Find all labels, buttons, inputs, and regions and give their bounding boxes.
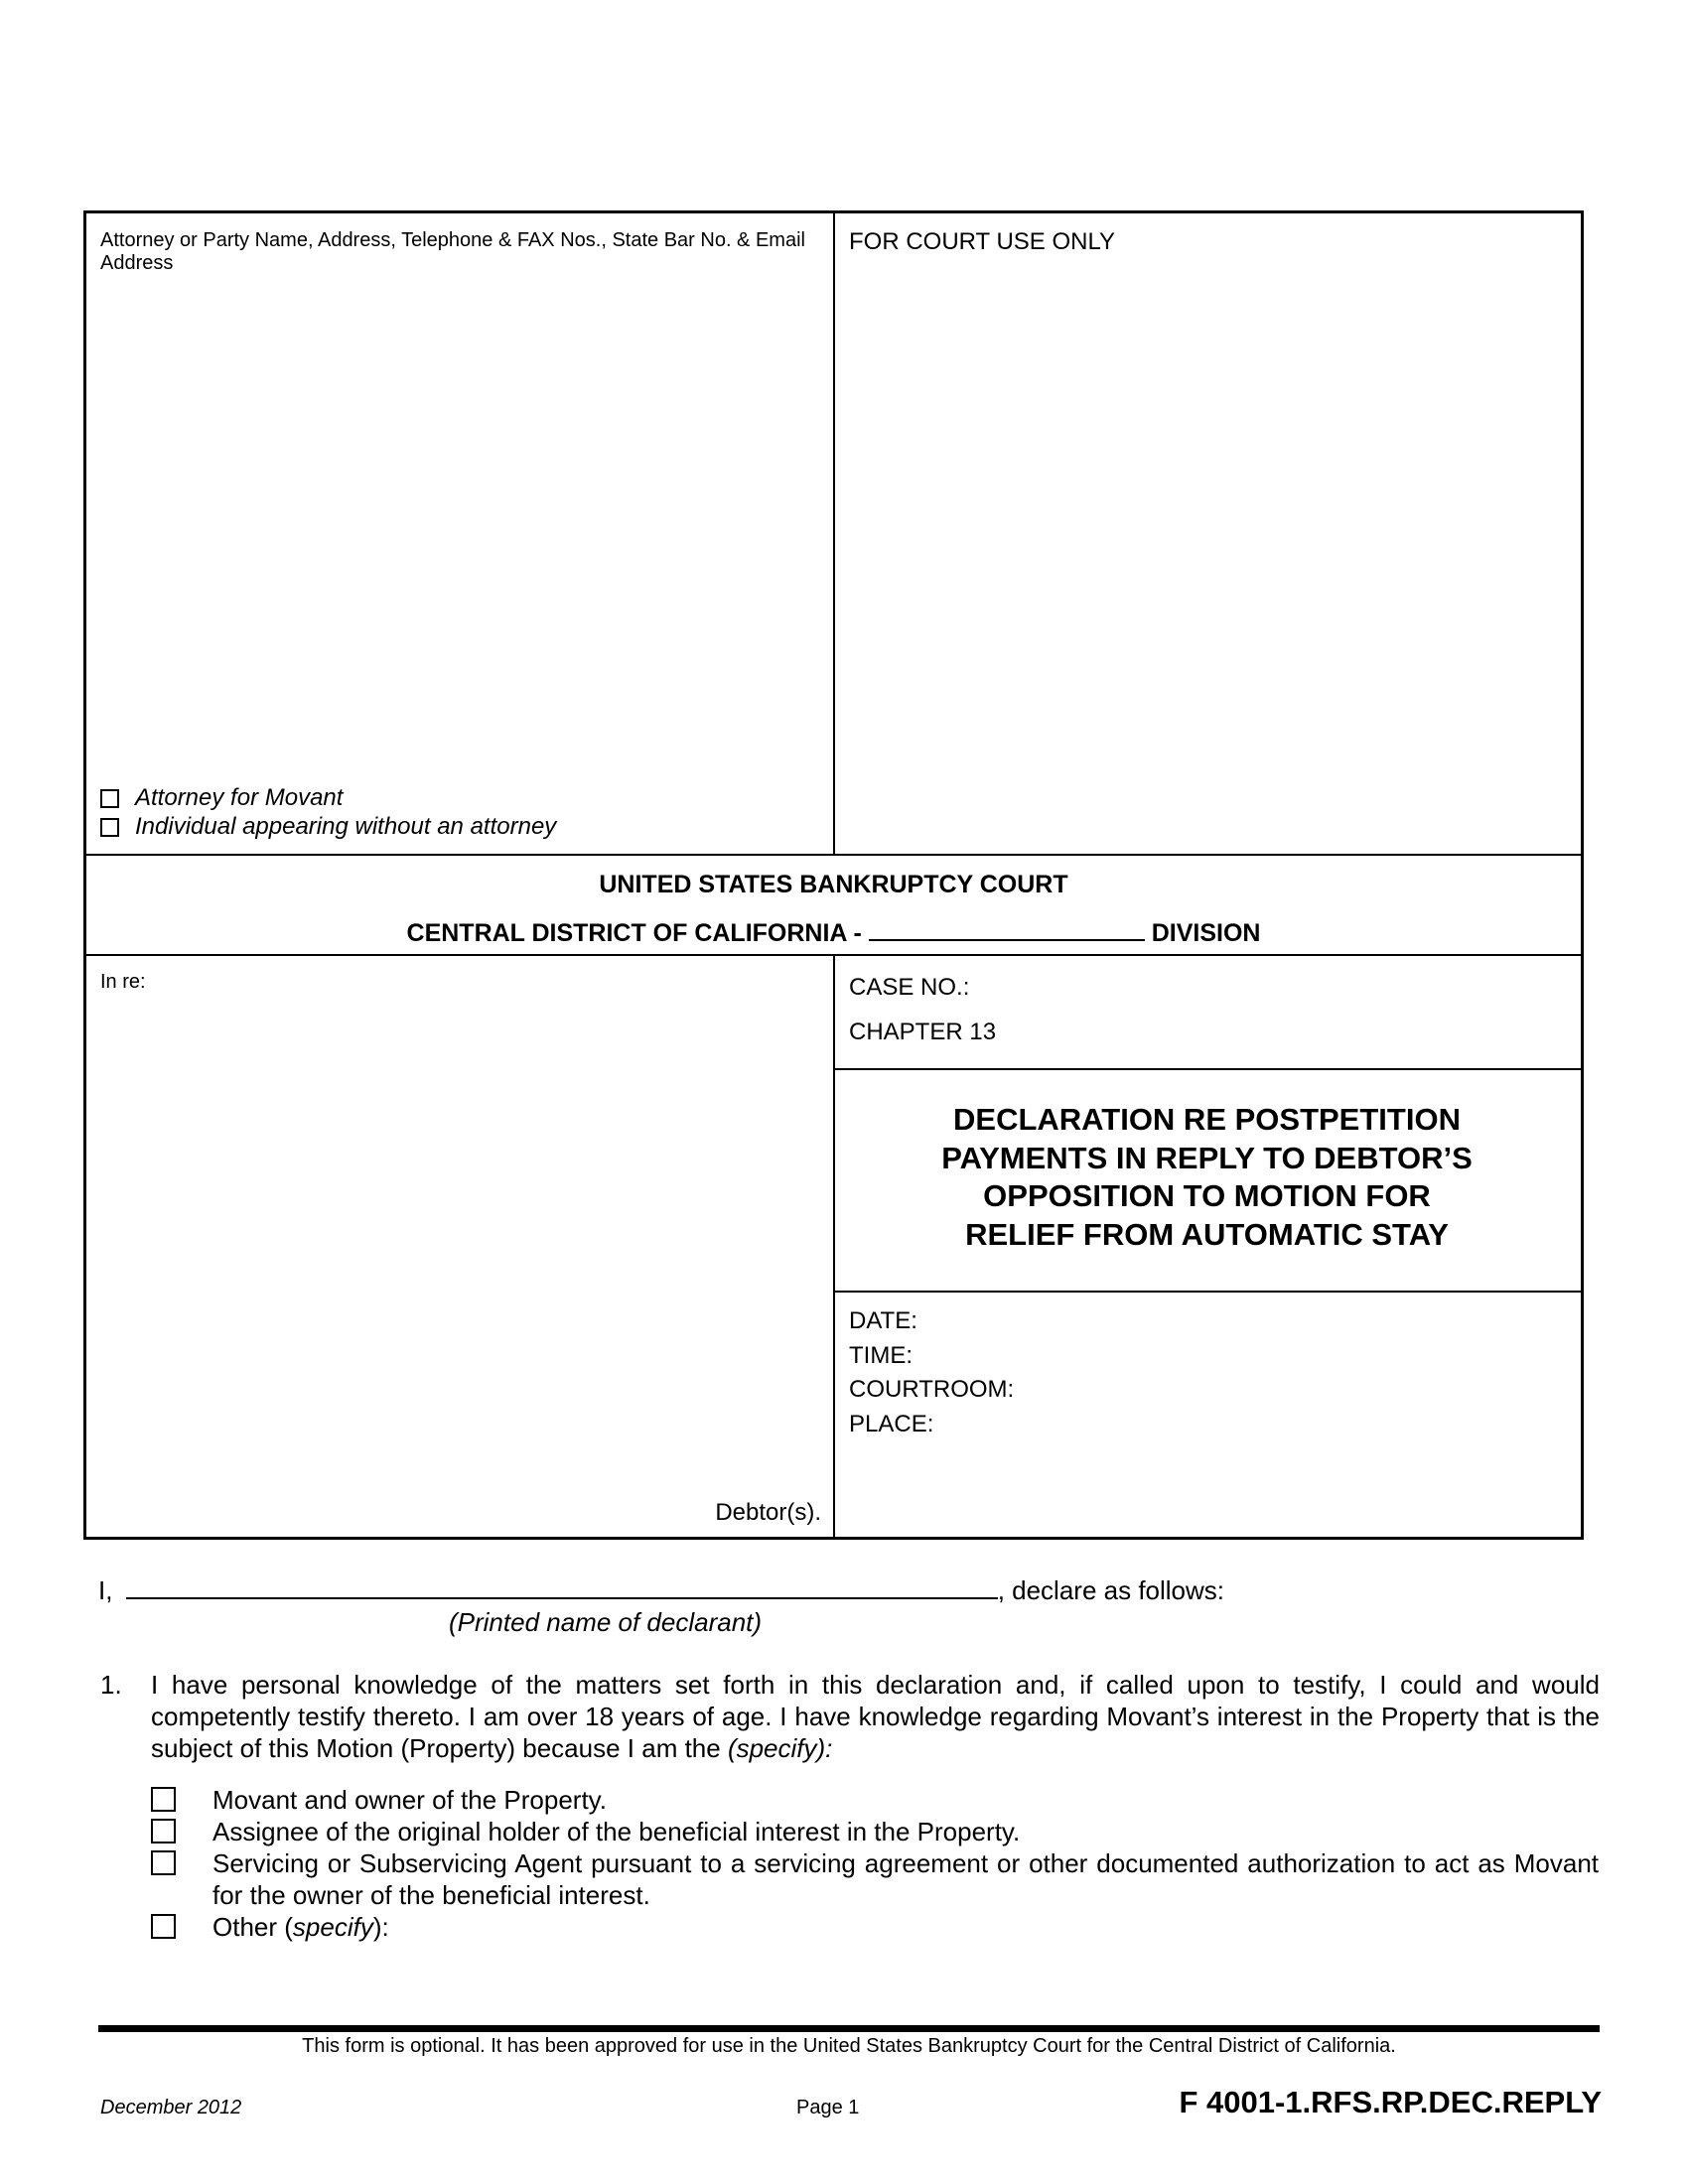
declarant-name-blank[interactable]: [126, 1571, 998, 1599]
debtors-label-cell: [86, 1499, 821, 1527]
title-line: RELIEF FROM AUTOMATIC STAY: [965, 1216, 1449, 1252]
item-1-body: I have personal knowledge of the matters set forth in this declaration and, if called upon to testify, I could and would competently testify thereto. I am over 18 years of age. I have knowledge regarding Movant’s interest in the Property that is the subject of this Motion (Property) because I am the: [151, 1670, 1600, 1763]
footer-form-id-text: F 4001-1.RFS.RP.DEC.REPLY: [1179, 2085, 1602, 2119]
option-other-label: [212, 1911, 1599, 1943]
option-label: Assignee of the original holder of the beneficial interest in the Property.: [212, 1817, 1021, 1846]
title-line: DECLARATION RE POSTPETITION: [953, 1102, 1461, 1137]
debtors-label: Debtor(s).: [715, 1499, 821, 1526]
footer-page: [796, 2096, 859, 2119]
declarant-caption: [449, 1606, 762, 1638]
chapter-label: CHAPTER 13: [849, 1019, 997, 1045]
individual-checkbox[interactable]: [100, 818, 119, 837]
chapter-cell: [849, 1019, 996, 1046]
footer-date: [100, 2096, 241, 2119]
hearing-info: [849, 1304, 1014, 1441]
servicing-agent-checkbox[interactable]: [151, 1850, 176, 1875]
item-1-number: 1.: [100, 1670, 122, 1700]
divider: [86, 854, 1581, 856]
case-no-label: CASE NO.:: [849, 974, 970, 1001]
court-line1: UNITED STATES BANKRUPTCY COURT: [599, 871, 1068, 898]
attorney-for-movant-checkbox[interactable]: [100, 789, 119, 808]
other-specify: specify: [292, 1912, 373, 1942]
individual-checkbox-row: [100, 813, 815, 841]
other-label: Other (: [212, 1912, 293, 1942]
division-blank[interactable]: [869, 915, 1145, 941]
assignee-checkbox[interactable]: [151, 1819, 176, 1843]
divider: [833, 213, 835, 854]
declarant-caption-text: (Printed name of declarant): [449, 1607, 763, 1637]
item-1-specify: (specify):: [727, 1733, 833, 1763]
attorney-info-cell[interactable]: [100, 229, 815, 275]
footer-notice-text: This form is optional. It has been approved for use in the United States Bankruptcy Court for the Central District of California.: [302, 2035, 1396, 2057]
court-district: [86, 915, 1581, 948]
title-line: PAYMENTS IN REPLY TO DEBTOR’S: [941, 1140, 1473, 1175]
declarant-prefix: I,: [98, 1575, 113, 1605]
in-re-cell[interactable]: [100, 971, 146, 994]
option-label: Servicing or Subservicing Agent pursuant to a servicing agreement or other documented authorization to act as Movant for the owner of the beneficial interest.: [212, 1848, 1599, 1910]
time-label[interactable]: TIME:: [849, 1341, 913, 1369]
footer-notice: [98, 2034, 1600, 2058]
case-no-cell[interactable]: [849, 974, 969, 1002]
title-line: OPPOSITION TO MOTION FOR: [983, 1178, 1431, 1213]
other-checkbox[interactable]: [151, 1914, 176, 1939]
attorney-checkbox-row: [100, 784, 815, 812]
court-name: [86, 870, 1581, 899]
divider: [833, 1068, 1581, 1070]
attorney-label: Attorney or Party Name, Address, Telephone & FAX Nos., State Bar No. & Email Address: [100, 229, 805, 274]
court-line2-suffix: DIVISION: [1151, 919, 1261, 947]
date-label[interactable]: DATE:: [849, 1307, 917, 1334]
caption-grid: [83, 210, 1584, 1540]
other-end: ):: [372, 1912, 389, 1942]
footer-page-text: Page 1: [796, 2097, 860, 2118]
courtroom-label[interactable]: COURTROOM:: [849, 1376, 1015, 1403]
individual-label: Individual appearing without an attorney: [135, 813, 557, 840]
footer-date-text: December 2012: [100, 2097, 242, 2118]
footer-form-id: [1179, 2085, 1602, 2120]
court-use-cell: [849, 228, 1115, 256]
court-use-label: FOR COURT USE ONLY: [849, 228, 1116, 255]
document-title: [833, 1101, 1581, 1254]
movant-owner-checkbox[interactable]: [151, 1787, 176, 1812]
item-1-text: [151, 1669, 1600, 1764]
divider: [833, 1291, 1581, 1293]
option-label: Movant and owner of the Property.: [212, 1785, 607, 1815]
declarant-suffix: , declare as follows:: [997, 1575, 1225, 1605]
court-line2-prefix: CENTRAL DISTRICT OF CALIFORNIA -: [406, 919, 862, 947]
place-label[interactable]: PLACE:: [849, 1410, 934, 1437]
document-title-cell: [833, 1101, 1581, 1260]
footer-rule: [98, 2025, 1600, 2032]
in-re-label: In re:: [100, 971, 146, 993]
attorney-for-movant-label: Attorney for Movant: [135, 784, 344, 811]
declarant-line: [98, 1571, 1608, 1606]
